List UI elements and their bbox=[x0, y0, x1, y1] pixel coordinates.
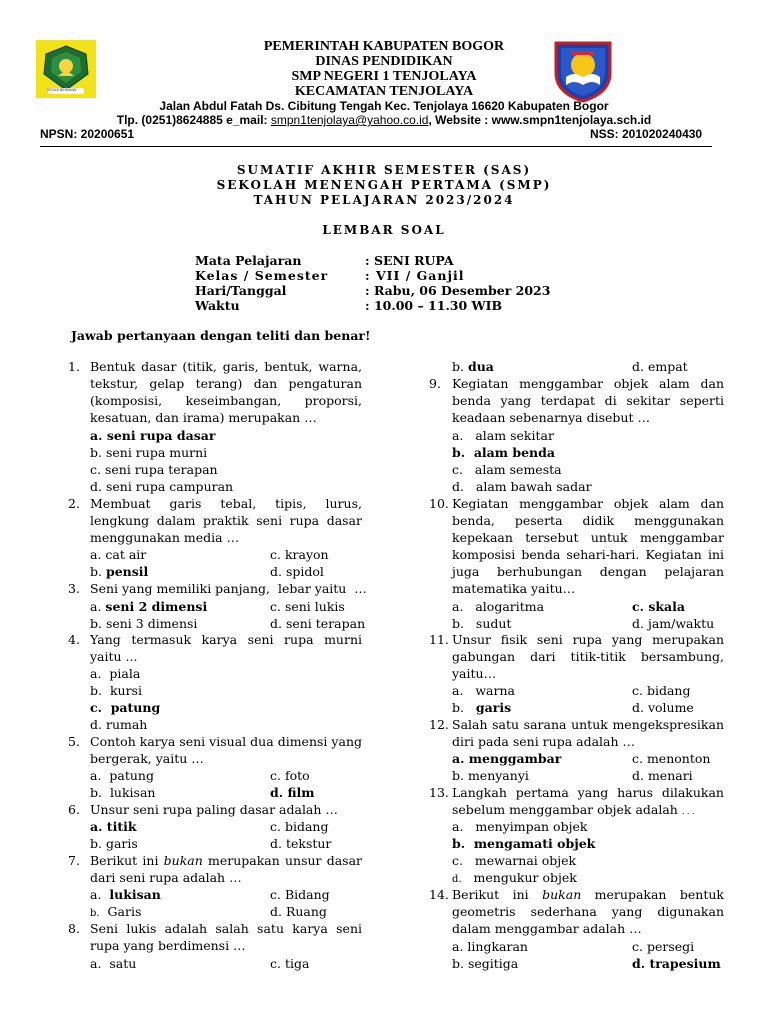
option-a bbox=[90, 665, 140, 682]
question-4 bbox=[68, 631, 364, 665]
question-6 bbox=[68, 801, 364, 818]
option-text: alogaritma bbox=[475, 599, 545, 614]
option-d bbox=[452, 478, 592, 495]
option-letter: a. bbox=[90, 666, 102, 681]
website-text: , Website : www.smpn1tenjolaya.sch.id bbox=[428, 113, 652, 127]
question-2 bbox=[68, 495, 364, 546]
question-number: 10. bbox=[429, 496, 449, 511]
question-text: Unsur fisik seni rupa yang merupakan gabungan dari titik-titik bersambung, yaitu… bbox=[452, 632, 724, 681]
letterhead-line-4: KECAMATAN TENJOLAYA bbox=[294, 84, 474, 99]
option-c: c. tiga bbox=[270, 956, 310, 971]
option-text: rumah bbox=[105, 717, 148, 732]
option-d: d. tekstur bbox=[270, 836, 332, 851]
letterhead-line-1: PEMERINTAH KABUPATEN BOGOR bbox=[263, 39, 505, 54]
option-text: patung bbox=[109, 768, 154, 783]
option-text: kursi bbox=[109, 683, 142, 698]
school-contact bbox=[0, 113, 768, 127]
option-text: sudut bbox=[475, 616, 512, 631]
option-c bbox=[452, 852, 576, 869]
question-1 bbox=[68, 358, 364, 426]
letterhead-line-2: DINAS PENDIDIKAN bbox=[315, 54, 453, 69]
question-number: 4. bbox=[68, 632, 80, 647]
question-9 bbox=[429, 375, 725, 426]
question-text: Yang termasuk karya seni rupa murni yaitu ... bbox=[90, 632, 362, 664]
option-letter: b. bbox=[452, 836, 466, 851]
question-10 bbox=[429, 495, 725, 597]
subject-label: Mata Pelajaran bbox=[195, 253, 302, 268]
option-letter: b. bbox=[452, 359, 464, 374]
option-text: mewarnai objek bbox=[474, 853, 577, 868]
option-c bbox=[90, 461, 218, 478]
text-part: Berikut ini bbox=[452, 887, 543, 902]
option-text: garis bbox=[475, 700, 512, 715]
question-text: Membuat garis tebal, tipis, lurus, lengkung dalam praktik seni rupa dasar menggunakan media … bbox=[90, 496, 362, 545]
letterhead-divider bbox=[40, 146, 712, 147]
option-b bbox=[452, 699, 511, 716]
option-a bbox=[452, 682, 515, 699]
option-b bbox=[452, 615, 511, 632]
option-letter: b. bbox=[90, 785, 102, 800]
option-letter: a. bbox=[90, 428, 103, 443]
option-c: c. menonton bbox=[632, 751, 711, 766]
option-letter: a. bbox=[452, 819, 464, 834]
option-text: alam benda bbox=[473, 445, 555, 460]
question-7 bbox=[68, 852, 364, 886]
option-text: alam bawah sadar bbox=[475, 479, 592, 494]
date-label: Hari/Tanggal bbox=[195, 283, 287, 298]
option-text: seni rupa dasar bbox=[106, 428, 216, 443]
question-number: 8. bbox=[68, 921, 80, 936]
question-number: 14. bbox=[429, 887, 449, 902]
question-number: 12. bbox=[429, 717, 449, 732]
option-d: d. Ruang bbox=[270, 904, 327, 919]
option-a: a. cat air bbox=[90, 547, 147, 562]
option-a: a. titik bbox=[90, 819, 137, 834]
question-8 bbox=[68, 920, 364, 954]
option-d bbox=[90, 478, 233, 495]
option-c: c. skala bbox=[632, 599, 685, 614]
question-text: Contoh karya seni visual dua dimensi yang bergerak, yaitu … bbox=[90, 734, 362, 766]
option-letter: c. bbox=[452, 462, 463, 477]
option-a: a. menggambar bbox=[452, 751, 562, 766]
option-letter: b. bbox=[90, 683, 102, 698]
option-c: c. bidang bbox=[632, 683, 691, 698]
option-text: lukisan bbox=[109, 887, 161, 902]
option-letter: a. bbox=[452, 428, 464, 443]
emphasis-text: bukan bbox=[542, 887, 582, 902]
question-text: Kegiatan menggambar objek alam dan benda yang terdapat di sekitar seperti keadaan sebenarnya disebut … bbox=[452, 376, 724, 425]
option-letter: b. bbox=[452, 445, 466, 460]
option-a bbox=[90, 598, 207, 615]
option-b bbox=[90, 444, 207, 461]
question-text bbox=[452, 784, 724, 820]
option-b bbox=[452, 358, 494, 375]
option-d: d. spidol bbox=[270, 564, 324, 579]
option-b bbox=[452, 835, 595, 852]
option-c: c. seni lukis bbox=[270, 599, 345, 614]
school-level-title: SEKOLAH MENENGAH PERTAMA (SMP) bbox=[216, 178, 552, 192]
option-d: d. empat bbox=[632, 359, 688, 374]
option-c: c. krayon bbox=[270, 547, 329, 562]
option-b bbox=[452, 444, 555, 461]
question-text: Seni lukis adalah salah satu karya seni rupa yang berdimensi … bbox=[90, 921, 362, 953]
option-b: b. menyanyi bbox=[452, 768, 529, 783]
option-letter: a. bbox=[90, 956, 102, 971]
instruction: Jawab pertanyaan dengan teliti dan benar! bbox=[71, 328, 371, 343]
option-a bbox=[90, 886, 161, 903]
option-letter: b. bbox=[90, 564, 102, 579]
option-text: Garis bbox=[107, 904, 142, 919]
option-text: alam semesta bbox=[474, 462, 562, 477]
option-b bbox=[90, 563, 148, 580]
option-text: lukisan bbox=[109, 785, 156, 800]
option-text: satu bbox=[109, 956, 137, 971]
question-number: 3. bbox=[68, 581, 80, 596]
question-text: Kegiatan menggambar objek alam dan benda, peserta didik menggunakan kepekaan tersebut untuk menggambar komposisi benda sehari-hari. Kegiatan ini juga berhubungan dengan pelajaran matematika yaitu… bbox=[452, 496, 724, 596]
option-text: dua bbox=[467, 359, 494, 374]
question-12 bbox=[429, 716, 725, 750]
option-c: c. persegi bbox=[632, 939, 695, 954]
text-part: Langkah pertama yang harus dilakukan sebelum menggambar objek adalah bbox=[452, 785, 724, 817]
option-d: d. trapesium bbox=[632, 956, 721, 971]
email-link[interactable]: smpn1tenjolaya@yahoo.co.id bbox=[270, 113, 429, 127]
school-address: Jalan Abdul Fatah Ds. Cibitung Tengah Kec. Tenjolaya 16620 Kabupaten Bogor bbox=[159, 99, 609, 113]
option-a bbox=[452, 818, 587, 835]
option-letter: b. bbox=[452, 700, 464, 715]
option-c bbox=[452, 461, 562, 478]
option-a bbox=[452, 598, 544, 615]
question-11 bbox=[429, 631, 725, 682]
option-d: d. jam/waktu bbox=[632, 616, 715, 631]
option-letter: c. bbox=[452, 853, 463, 868]
option-letter: c. bbox=[90, 462, 101, 477]
text-part: merupakan unsur dasar dari seni rupa adalah … bbox=[90, 853, 362, 885]
option-text: menyimpan objek bbox=[475, 819, 588, 834]
question-number: 5. bbox=[68, 734, 80, 749]
option-text: seni rupa terapan bbox=[104, 462, 218, 477]
question-number: 9. bbox=[429, 376, 441, 391]
ellipsis: . . . bbox=[681, 807, 695, 816]
option-letter: d. bbox=[90, 717, 102, 732]
option-d: d. volume bbox=[632, 700, 694, 715]
option-letter: a. bbox=[452, 683, 464, 698]
date-value: : Rabu, 06 Desember 2023 bbox=[365, 283, 551, 298]
option-b: b. garis bbox=[90, 836, 138, 851]
nss-number: NSS: 201020240430 bbox=[590, 127, 703, 141]
option-c: c. Bidang bbox=[270, 887, 330, 902]
option-letter: d. bbox=[90, 479, 102, 494]
option-b: b. segitiga bbox=[452, 956, 519, 971]
option-letter: a. bbox=[90, 768, 102, 783]
option-a bbox=[90, 767, 154, 784]
option-a bbox=[90, 955, 136, 972]
question-text bbox=[452, 886, 724, 937]
question-text: Seni yang memiliki panjang, lebar yaitu … bbox=[90, 581, 367, 596]
left-logo-caption: TEGAR BERIMAN bbox=[47, 88, 77, 92]
class-label: Kelas / Semester bbox=[195, 268, 329, 283]
option-letter: a. bbox=[452, 599, 464, 614]
question-number: 6. bbox=[68, 802, 80, 817]
question-text: Salah satu sarana untuk mengekspresikan diri pada seni rupa adalah … bbox=[452, 717, 724, 749]
emphasis-text: bukan bbox=[163, 853, 203, 868]
phone-text: Tlp. (0251)8624885 e_mail: bbox=[116, 113, 271, 127]
question-text: Bentuk dasar (titik, garis, bentuk, warna, tekstur, gelap terang) dan pengaturan (komposisi, keseimbangan, proporsi, kesatuan, dan irama) merupakan … bbox=[90, 359, 362, 425]
option-letter: a. bbox=[90, 887, 102, 902]
question-number: 1. bbox=[68, 359, 80, 374]
question-text bbox=[90, 852, 362, 886]
question-5 bbox=[68, 733, 364, 767]
time-value: : 10.00 – 11.30 WIB bbox=[365, 298, 503, 313]
npsn-number: NPSN: 20200651 bbox=[40, 127, 135, 141]
option-letter: b. bbox=[90, 908, 100, 919]
option-letter: b. bbox=[90, 445, 102, 460]
text-part: Berikut ini bbox=[90, 853, 164, 868]
option-d bbox=[90, 716, 147, 733]
option-letter: d. bbox=[452, 479, 464, 494]
option-d: d. menari bbox=[632, 768, 693, 783]
option-text: mengamati objek bbox=[473, 836, 596, 851]
option-letter: c. bbox=[90, 700, 102, 715]
option-text: seni 2 dimensi bbox=[105, 599, 208, 614]
option-a bbox=[452, 427, 554, 444]
option-c: c. bidang bbox=[270, 819, 329, 834]
letterhead-line-3: SMP NEGERI 1 TENJOLAYA bbox=[291, 69, 477, 84]
text-part: merupakan bentuk geometris sederhana yang digunakan dalam menggambar adalah … bbox=[452, 887, 725, 936]
option-d: d. film bbox=[270, 785, 315, 800]
option-text: patung bbox=[110, 700, 161, 715]
option-text: mengukur objek bbox=[473, 870, 577, 885]
option-letter: a. bbox=[90, 599, 102, 614]
question-14 bbox=[429, 886, 725, 937]
option-b: b. seni 3 dimensi bbox=[90, 616, 198, 631]
option-d: d. seni terapan bbox=[270, 616, 366, 631]
exam-title: SUMATIF AKHIR SEMESTER (SAS) bbox=[236, 163, 532, 177]
option-b bbox=[90, 784, 155, 801]
option-c: c. foto bbox=[270, 768, 310, 783]
option-text: piala bbox=[109, 666, 141, 681]
class-value: : VII / Ganjil bbox=[365, 268, 465, 283]
option-text: alam sekitar bbox=[475, 428, 554, 443]
option-letter: b. bbox=[452, 616, 464, 631]
option-text: seni rupa campuran bbox=[105, 479, 234, 494]
question-3 bbox=[68, 580, 367, 597]
question-number: 2. bbox=[68, 496, 80, 511]
question-number: 7. bbox=[68, 853, 80, 868]
question-13 bbox=[429, 784, 725, 818]
option-text: seni rupa murni bbox=[105, 445, 208, 460]
subject-value: : SENI RUPA bbox=[365, 253, 454, 268]
question-text: Unsur seni rupa paling dasar adalah … bbox=[90, 802, 338, 817]
option-letter: d. bbox=[452, 874, 462, 885]
question-number: 11. bbox=[429, 632, 449, 647]
sheet-title: LEMBAR SOAL bbox=[322, 223, 446, 237]
question-number: 13. bbox=[429, 785, 449, 800]
time-label: Waktu bbox=[195, 298, 240, 313]
academic-year-title: TAHUN PELAJARAN 2023/2024 bbox=[253, 193, 515, 207]
option-a bbox=[90, 427, 215, 444]
option-c bbox=[90, 699, 160, 716]
option-b bbox=[90, 682, 142, 699]
option-a: a. lingkaran bbox=[452, 939, 528, 954]
option-text: warna bbox=[475, 683, 515, 698]
option-text: pensil bbox=[105, 564, 149, 579]
